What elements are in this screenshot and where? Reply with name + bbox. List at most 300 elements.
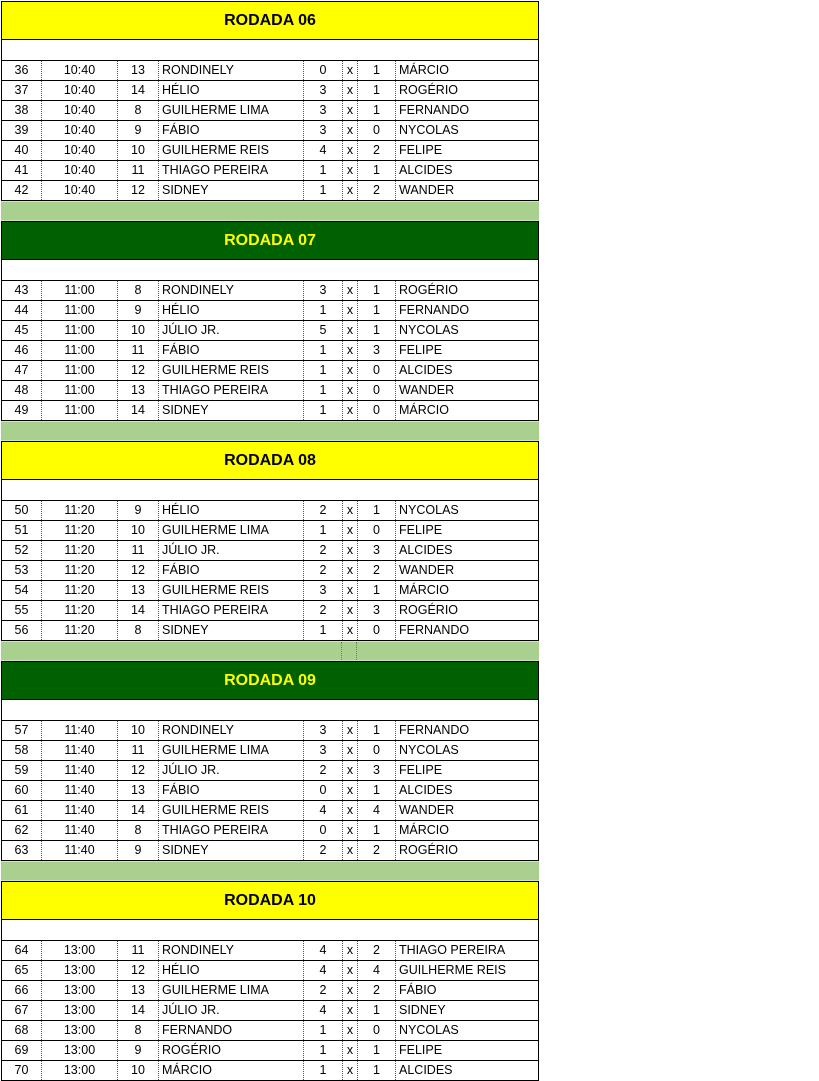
match-time-cell[interactable]: 11:00 (42, 281, 118, 300)
match-time-cell[interactable]: 11:40 (42, 821, 118, 840)
table-number-cell[interactable]: 13 (118, 61, 159, 80)
player-a-cell[interactable]: GUILHERME LIMA (159, 101, 304, 120)
player-a-cell[interactable]: HÉLIO (159, 301, 304, 320)
match-time-cell[interactable]: 10:40 (42, 61, 118, 80)
score-b-cell[interactable]: 4 (358, 801, 396, 820)
score-a-cell[interactable]: 0 (304, 781, 343, 800)
match-time-cell[interactable]: 11:20 (42, 501, 118, 520)
score-b-cell[interactable]: 2 (358, 941, 396, 960)
table-number-cell[interactable]: 14 (118, 801, 159, 820)
table-number-cell[interactable]: 10 (118, 141, 159, 160)
match-time-cell[interactable]: 11:20 (42, 521, 118, 540)
table-number-cell[interactable]: 10 (118, 321, 159, 340)
player-a-cell[interactable]: SIDNEY (159, 181, 304, 200)
versus-cell[interactable]: x (343, 401, 358, 420)
match-number-cell[interactable]: 58 (2, 741, 42, 760)
score-a-cell[interactable]: 2 (304, 561, 343, 580)
score-a-cell[interactable]: 4 (304, 941, 343, 960)
versus-cell[interactable]: x (343, 321, 358, 340)
player-a-cell[interactable]: ROGÉRIO (159, 1041, 304, 1060)
score-b-cell[interactable]: 0 (358, 361, 396, 380)
table-number-cell[interactable]: 8 (118, 821, 159, 840)
player-b-cell[interactable]: NYCOLAS (399, 743, 459, 757)
player-a-cell[interactable]: GUILHERME LIMA (159, 521, 304, 540)
score-a-cell[interactable]: 2 (304, 761, 343, 780)
score-b-cell[interactable]: 1 (358, 301, 396, 320)
versus-cell[interactable]: x (343, 761, 358, 780)
player-b-cell[interactable]: NYCOLAS (399, 123, 459, 137)
versus-cell[interactable]: x (343, 1041, 358, 1060)
match-time-cell[interactable]: 10:40 (42, 121, 118, 140)
table-number-cell[interactable]: 13 (118, 981, 159, 1000)
versus-cell[interactable]: x (343, 721, 358, 740)
player-b-cell[interactable]: SIDNEY (399, 1003, 446, 1017)
score-b-cell[interactable]: 3 (358, 541, 396, 560)
match-number-cell[interactable]: 37 (2, 81, 42, 100)
player-b-cell[interactable]: MÁRCIO (399, 823, 449, 837)
table-number-cell[interactable]: 14 (118, 1001, 159, 1020)
score-a-cell[interactable]: 3 (304, 121, 343, 140)
versus-cell[interactable]: x (343, 301, 358, 320)
player-a-cell[interactable]: GUILHERME REIS (159, 141, 304, 160)
player-a-cell[interactable]: HÉLIO (159, 501, 304, 520)
score-b-cell[interactable]: 1 (358, 281, 396, 300)
table-number-cell[interactable]: 9 (118, 121, 159, 140)
match-time-cell[interactable]: 13:00 (42, 1041, 118, 1060)
table-row (2, 500, 538, 520)
match-number-cell[interactable]: 70 (2, 1061, 42, 1080)
score-b-cell[interactable]: 1 (358, 821, 396, 840)
round-block (1, 661, 539, 861)
player-b-cell[interactable]: FELIPE (399, 343, 443, 357)
score-a-cell[interactable]: 4 (304, 961, 343, 980)
player-a-cell[interactable]: FÁBIO (159, 341, 304, 360)
player-b-cell[interactable]: ALCIDES (399, 1063, 453, 1077)
score-b-cell[interactable]: 1 (358, 501, 396, 520)
score-a-cell[interactable]: 4 (304, 1001, 343, 1020)
player-b-cell[interactable]: FELIPE (399, 1043, 443, 1057)
score-b-cell[interactable]: 1 (358, 81, 396, 100)
score-a-cell[interactable]: 1 (304, 1041, 343, 1060)
table-row (2, 1020, 538, 1040)
table-row (2, 540, 538, 560)
table-row (2, 1060, 538, 1080)
versus-cell[interactable]: x (343, 581, 358, 600)
versus-cell[interactable]: x (343, 1021, 358, 1040)
score-a-cell[interactable]: 3 (304, 101, 343, 120)
score-a-cell[interactable]: 2 (304, 501, 343, 520)
table-number-cell[interactable]: 13 (118, 381, 159, 400)
table-number-cell[interactable]: 9 (118, 301, 159, 320)
player-b-cell[interactable]: WANDER (399, 183, 455, 197)
versus-cell[interactable]: x (343, 281, 358, 300)
match-number-cell[interactable]: 59 (2, 761, 42, 780)
table-number-cell[interactable]: 12 (118, 961, 159, 980)
match-time-cell[interactable]: 11:00 (42, 301, 118, 320)
match-table (1, 720, 539, 861)
match-number-cell[interactable]: 64 (2, 941, 42, 960)
match-number-cell[interactable]: 65 (2, 961, 42, 980)
match-time-cell[interactable]: 11:00 (42, 401, 118, 420)
player-b-cell[interactable]: NYCOLAS (399, 323, 459, 337)
score-b-cell[interactable]: 3 (358, 601, 396, 620)
match-number-cell[interactable]: 60 (2, 781, 42, 800)
table-number-cell[interactable]: 9 (118, 1041, 159, 1060)
versus-cell[interactable]: x (343, 821, 358, 840)
versus-cell[interactable]: x (343, 141, 358, 160)
match-number-cell[interactable]: 38 (2, 101, 42, 120)
versus-cell[interactable]: x (343, 61, 358, 80)
match-time-cell[interactable]: 11:20 (42, 601, 118, 620)
versus-cell[interactable]: x (343, 501, 358, 520)
score-b-cell[interactable]: 1 (358, 101, 396, 120)
score-b-cell[interactable]: 1 (358, 321, 396, 340)
blank-row (1, 260, 539, 280)
match-number-cell[interactable]: 62 (2, 821, 42, 840)
versus-cell[interactable]: x (343, 981, 358, 1000)
table-number-cell[interactable]: 8 (118, 1021, 159, 1040)
player-a-cell[interactable]: RONDINELY (159, 941, 304, 960)
match-time-cell[interactable]: 10:40 (42, 181, 118, 200)
match-number-cell[interactable]: 49 (2, 401, 42, 420)
player-a-cell[interactable]: MÁRCIO (159, 1061, 304, 1080)
player-a-cell[interactable]: HÉLIO (159, 81, 304, 100)
match-number-cell[interactable]: 69 (2, 1041, 42, 1060)
player-b-cell[interactable]: FELIPE (399, 763, 443, 777)
versus-cell[interactable]: x (343, 101, 358, 120)
score-a-cell[interactable]: 5 (304, 321, 343, 340)
player-b-cell[interactable]: GUILHERME REIS (399, 963, 506, 977)
round-separator (1, 201, 539, 221)
versus-cell[interactable]: x (343, 961, 358, 980)
score-a-cell[interactable]: 2 (304, 841, 343, 860)
table-number-cell[interactable]: 8 (118, 621, 159, 640)
score-a-cell[interactable]: 1 (304, 401, 343, 420)
score-a-cell[interactable]: 3 (304, 281, 343, 300)
versus-cell[interactable]: x (343, 181, 358, 200)
table-number-cell[interactable]: 13 (118, 581, 159, 600)
match-time-cell[interactable]: 11:20 (42, 581, 118, 600)
score-b-cell[interactable]: 0 (358, 381, 396, 400)
score-b-cell[interactable]: 1 (358, 1001, 396, 1020)
player-b-cell[interactable]: MÁRCIO (399, 583, 449, 597)
match-time-cell[interactable]: 10:40 (42, 161, 118, 180)
score-b-cell[interactable]: 2 (358, 181, 396, 200)
player-b-cell[interactable]: MÁRCIO (399, 63, 449, 77)
table-row (2, 120, 538, 140)
versus-cell[interactable]: x (343, 161, 358, 180)
match-time-cell[interactable]: 11:40 (42, 801, 118, 820)
table-number-cell[interactable]: 14 (118, 401, 159, 420)
player-a-cell[interactable]: RONDINELY (159, 281, 304, 300)
match-time-cell[interactable]: 10:40 (42, 81, 118, 100)
score-b-cell[interactable]: 1 (358, 161, 396, 180)
player-a-cell[interactable]: GUILHERME REIS (159, 801, 304, 820)
table-number-cell[interactable]: 14 (118, 601, 159, 620)
score-b-cell[interactable]: 0 (358, 521, 396, 540)
player-b-cell[interactable]: NYCOLAS (399, 503, 459, 517)
round-block (1, 1, 539, 201)
match-number-cell[interactable]: 57 (2, 721, 42, 740)
player-a-cell[interactable]: HÉLIO (159, 961, 304, 980)
match-number-cell[interactable]: 63 (2, 841, 42, 860)
player-b-cell[interactable]: FÁBIO (399, 983, 437, 997)
table-number-cell[interactable]: 11 (118, 741, 159, 760)
player-b-cell[interactable]: ROGÉRIO (399, 603, 459, 617)
table-row (2, 300, 538, 320)
score-b-cell[interactable]: 4 (358, 961, 396, 980)
player-a-cell[interactable]: JÚLIO JR. (159, 1001, 304, 1020)
versus-cell[interactable]: x (343, 521, 358, 540)
match-time-cell[interactable]: 11:40 (42, 841, 118, 860)
score-a-cell[interactable]: 1 (304, 1021, 343, 1040)
match-number-cell[interactable]: 43 (2, 281, 42, 300)
match-time-cell[interactable]: 11:00 (42, 321, 118, 340)
score-b-cell[interactable]: 2 (358, 561, 396, 580)
match-time-cell[interactable]: 13:00 (42, 1021, 118, 1040)
table-number-cell[interactable]: 9 (118, 841, 159, 860)
player-b-cell[interactable]: ALCIDES (399, 163, 453, 177)
versus-cell[interactable]: x (343, 941, 358, 960)
match-time-cell[interactable]: 13:00 (42, 1061, 118, 1080)
match-number-cell[interactable]: 50 (2, 501, 42, 520)
player-a-cell[interactable]: RONDINELY (159, 721, 304, 740)
score-b-cell[interactable]: 0 (358, 1021, 396, 1040)
player-b-cell[interactable]: FELIPE (399, 523, 443, 537)
score-b-cell[interactable]: 3 (358, 341, 396, 360)
player-b-cell[interactable]: FERNANDO (399, 723, 470, 737)
table-row (2, 780, 538, 800)
player-a-cell[interactable]: GUILHERME REIS (159, 361, 304, 380)
table-number-cell[interactable]: 8 (118, 281, 159, 300)
versus-cell[interactable]: x (343, 1061, 358, 1080)
table-number-cell[interactable]: 10 (118, 721, 159, 740)
versus-cell[interactable]: x (343, 621, 358, 640)
match-number-cell[interactable]: 67 (2, 1001, 42, 1020)
score-a-cell[interactable]: 0 (304, 821, 343, 840)
match-number-cell[interactable]: 56 (2, 621, 42, 640)
player-a-cell[interactable]: FÁBIO (159, 561, 304, 580)
player-a-cell[interactable]: THIAGO PEREIRA (159, 381, 304, 400)
score-a-cell[interactable]: 2 (304, 601, 343, 620)
versus-cell[interactable]: x (343, 741, 358, 760)
player-a-cell[interactable]: JÚLIO JR. (159, 321, 304, 340)
score-b-cell[interactable]: 3 (358, 761, 396, 780)
score-a-cell[interactable]: 1 (304, 1061, 343, 1080)
score-a-cell[interactable]: 3 (304, 581, 343, 600)
match-time-cell[interactable]: 11:20 (42, 541, 118, 560)
player-b-cell[interactable]: WANDER (399, 803, 455, 817)
versus-cell[interactable]: x (343, 841, 358, 860)
match-time-cell[interactable]: 11:20 (42, 621, 118, 640)
score-a-cell[interactable]: 3 (304, 741, 343, 760)
player-a-cell[interactable]: GUILHERME LIMA (159, 981, 304, 1000)
round-title: RODADA 06 (1, 1, 539, 40)
player-b-cell[interactable]: NYCOLAS (399, 1023, 459, 1037)
score-a-cell[interactable]: 1 (304, 301, 343, 320)
separator-gridline (356, 642, 357, 660)
score-b-cell[interactable]: 2 (358, 981, 396, 1000)
player-b-cell[interactable]: MÁRCIO (399, 403, 449, 417)
score-a-cell[interactable]: 0 (304, 61, 343, 80)
table-number-cell[interactable]: 12 (118, 761, 159, 780)
round-title: RODADA 10 (1, 881, 539, 920)
player-a-cell[interactable]: FÁBIO (159, 121, 304, 140)
match-time-cell[interactable]: 11:00 (42, 381, 118, 400)
match-number-cell[interactable]: 55 (2, 601, 42, 620)
match-number-cell[interactable]: 39 (2, 121, 42, 140)
player-a-cell[interactable]: SIDNEY (159, 401, 304, 420)
match-time-cell[interactable]: 13:00 (42, 961, 118, 980)
player-b-cell[interactable]: FERNANDO (399, 103, 470, 117)
score-b-cell[interactable]: 0 (358, 401, 396, 420)
score-b-cell[interactable]: 1 (358, 581, 396, 600)
player-a-cell[interactable]: JÚLIO JR. (159, 541, 304, 560)
table-number-cell[interactable]: 12 (118, 181, 159, 200)
table-number-cell[interactable]: 12 (118, 361, 159, 380)
player-b-cell[interactable]: ROGÉRIO (399, 283, 459, 297)
match-time-cell[interactable]: 11:20 (42, 561, 118, 580)
versus-cell[interactable]: x (343, 341, 358, 360)
match-number-cell[interactable]: 36 (2, 61, 42, 80)
score-a-cell[interactable]: 1 (304, 341, 343, 360)
versus-cell[interactable]: x (343, 801, 358, 820)
player-a-cell[interactable]: SIDNEY (159, 621, 304, 640)
score-a-cell[interactable]: 1 (304, 521, 343, 540)
player-b-cell[interactable]: ALCIDES (399, 363, 453, 377)
match-number-cell[interactable]: 52 (2, 541, 42, 560)
table-number-cell[interactable]: 11 (118, 541, 159, 560)
versus-cell[interactable]: x (343, 781, 358, 800)
score-a-cell[interactable]: 4 (304, 801, 343, 820)
match-number-cell[interactable]: 45 (2, 321, 42, 340)
match-number-cell[interactable]: 51 (2, 521, 42, 540)
score-a-cell[interactable]: 1 (304, 181, 343, 200)
player-a-cell[interactable]: FERNANDO (159, 1021, 304, 1040)
score-a-cell[interactable]: 2 (304, 981, 343, 1000)
player-a-cell[interactable]: THIAGO PEREIRA (159, 821, 304, 840)
score-a-cell[interactable]: 1 (304, 361, 343, 380)
table-number-cell[interactable]: 10 (118, 1061, 159, 1080)
player-a-cell[interactable]: JÚLIO JR. (159, 761, 304, 780)
table-number-cell[interactable]: 10 (118, 521, 159, 540)
match-number-cell[interactable]: 47 (2, 361, 42, 380)
score-b-cell[interactable]: 1 (358, 721, 396, 740)
match-number-cell[interactable]: 40 (2, 141, 42, 160)
match-number-cell[interactable]: 46 (2, 341, 42, 360)
player-b-cell[interactable]: ROGÉRIO (399, 843, 459, 857)
score-a-cell[interactable]: 3 (304, 81, 343, 100)
match-number-cell[interactable]: 61 (2, 801, 42, 820)
match-number-cell[interactable]: 68 (2, 1021, 42, 1040)
match-number-cell[interactable]: 54 (2, 581, 42, 600)
player-b-cell[interactable]: FERNANDO (399, 623, 470, 637)
match-time-cell[interactable]: 13:00 (42, 981, 118, 1000)
player-a-cell[interactable]: RONDINELY (159, 61, 304, 80)
table-number-cell[interactable]: 11 (118, 941, 159, 960)
match-time-cell[interactable]: 13:00 (42, 1001, 118, 1020)
match-time-cell[interactable]: 11:40 (42, 761, 118, 780)
score-b-cell[interactable]: 0 (358, 741, 396, 760)
player-b-cell[interactable]: WANDER (399, 563, 455, 577)
match-number-cell[interactable]: 41 (2, 161, 42, 180)
player-b-cell[interactable]: FERNANDO (399, 303, 470, 317)
match-time-cell[interactable]: 11:00 (42, 341, 118, 360)
player-a-cell[interactable]: SIDNEY (159, 841, 304, 860)
player-b-cell[interactable]: THIAGO PEREIRA (399, 943, 506, 957)
versus-cell[interactable]: x (343, 121, 358, 140)
table-number-cell[interactable]: 8 (118, 101, 159, 120)
score-b-cell[interactable]: 1 (358, 1061, 396, 1080)
match-time-cell[interactable]: 11:40 (42, 741, 118, 760)
match-number-cell[interactable]: 66 (2, 981, 42, 1000)
match-table (1, 940, 539, 1081)
versus-cell[interactable]: x (343, 541, 358, 560)
versus-cell[interactable]: x (343, 1001, 358, 1020)
match-time-cell[interactable]: 10:40 (42, 141, 118, 160)
versus-cell[interactable]: x (343, 361, 358, 380)
table-number-cell[interactable]: 9 (118, 501, 159, 520)
player-a-cell[interactable]: GUILHERME LIMA (159, 741, 304, 760)
match-number-cell[interactable]: 44 (2, 301, 42, 320)
table-number-cell[interactable]: 12 (118, 561, 159, 580)
score-a-cell[interactable]: 3 (304, 721, 343, 740)
match-number-cell[interactable]: 53 (2, 561, 42, 580)
match-time-cell[interactable]: 11:40 (42, 721, 118, 740)
match-time-cell[interactable]: 10:40 (42, 101, 118, 120)
score-b-cell[interactable]: 1 (358, 61, 396, 80)
score-b-cell[interactable]: 2 (358, 141, 396, 160)
score-b-cell[interactable]: 2 (358, 841, 396, 860)
player-b-cell[interactable]: ROGÉRIO (399, 83, 459, 97)
score-b-cell[interactable]: 0 (358, 121, 396, 140)
match-time-cell[interactable]: 11:00 (42, 361, 118, 380)
player-a-cell[interactable]: THIAGO PEREIRA (159, 161, 304, 180)
player-a-cell[interactable]: FÁBIO (159, 781, 304, 800)
player-b-cell[interactable]: ALCIDES (399, 543, 453, 557)
table-number-cell[interactable]: 14 (118, 81, 159, 100)
table-row (2, 800, 538, 820)
score-b-cell[interactable]: 1 (358, 1041, 396, 1060)
score-a-cell[interactable]: 1 (304, 621, 343, 640)
score-a-cell[interactable]: 4 (304, 141, 343, 160)
score-b-cell[interactable]: 1 (358, 781, 396, 800)
round-title: RODADA 08 (1, 441, 539, 480)
score-a-cell[interactable]: 1 (304, 161, 343, 180)
score-a-cell[interactable]: 1 (304, 381, 343, 400)
player-b-cell[interactable]: WANDER (399, 383, 455, 397)
match-time-cell[interactable]: 13:00 (42, 941, 118, 960)
round-block (1, 221, 539, 421)
match-time-cell[interactable]: 11:40 (42, 781, 118, 800)
table-number-cell[interactable]: 11 (118, 341, 159, 360)
table-number-cell[interactable]: 11 (118, 161, 159, 180)
versus-cell[interactable]: x (343, 601, 358, 620)
score-b-cell[interactable]: 0 (358, 621, 396, 640)
score-a-cell[interactable]: 2 (304, 541, 343, 560)
versus-cell[interactable]: x (343, 561, 358, 580)
player-a-cell[interactable]: GUILHERME REIS (159, 581, 304, 600)
table-number-cell[interactable]: 13 (118, 781, 159, 800)
table-row (2, 760, 538, 780)
player-b-cell[interactable]: ALCIDES (399, 783, 453, 797)
match-number-cell[interactable]: 48 (2, 381, 42, 400)
versus-cell[interactable]: x (343, 381, 358, 400)
player-b-cell[interactable]: FELIPE (399, 143, 443, 157)
player-a-cell[interactable]: THIAGO PEREIRA (159, 601, 304, 620)
versus-cell[interactable]: x (343, 81, 358, 100)
match-number-cell[interactable]: 42 (2, 181, 42, 200)
